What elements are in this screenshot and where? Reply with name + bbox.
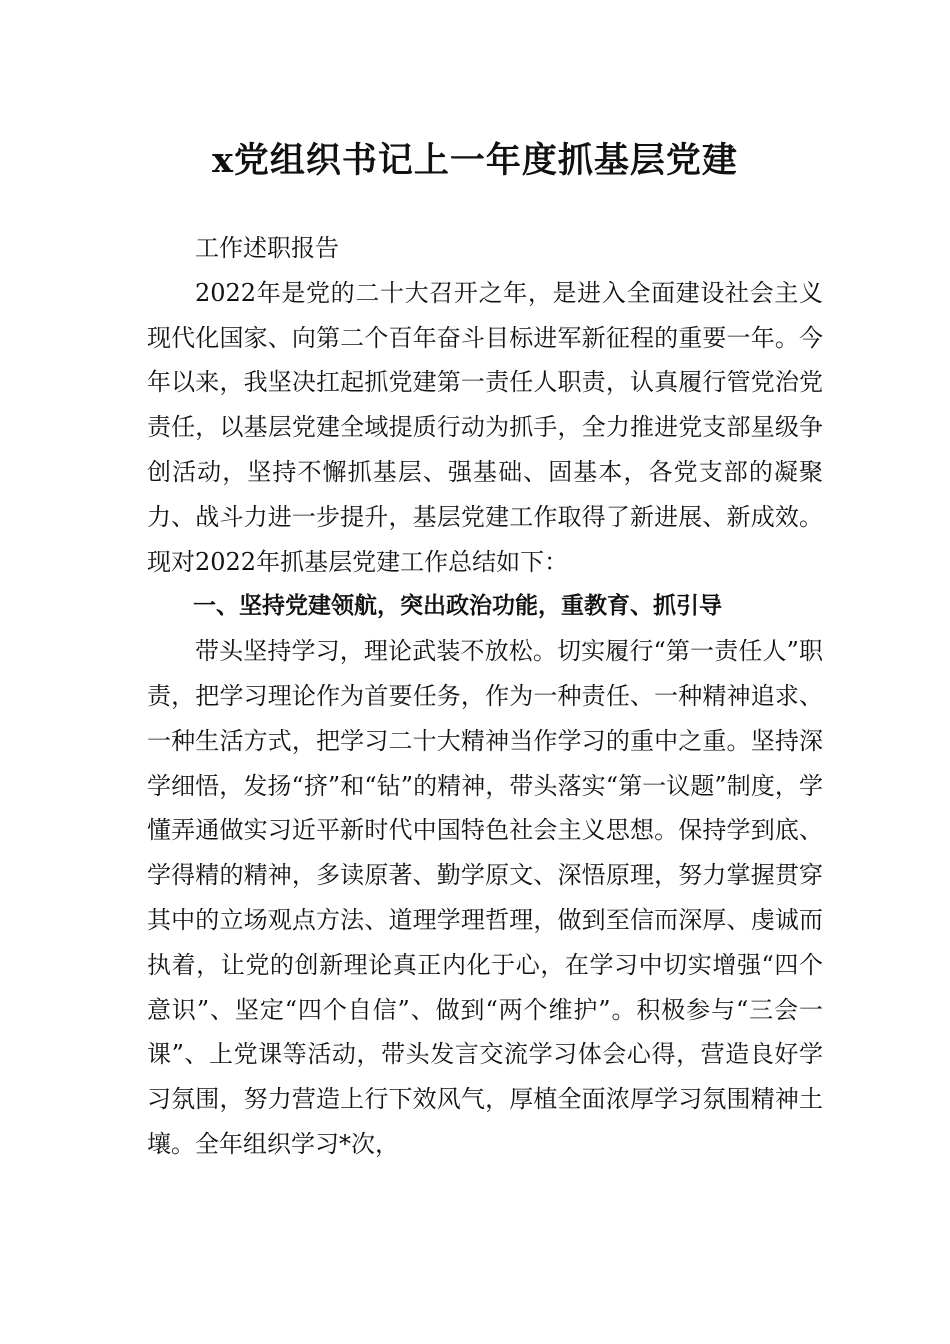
section-paragraph: 带头坚持学习，理论武装不放松。切实履行“第一责任人”职责，把学习理论作为首要任务，作为一种责任、一种精神追求、一种生活方式，把学习二十大精神当作学习的重中之重。坚持深学细悟，发扬“挤”和“钻”的精神，带头落实“第一议题”制度，学懂弄通做实习近平新时代中国特色社会主义思想。保持学到底、学得精的精神，多读原著、勤学原文、深悟原理，努力掌握贯穿其中的立场观点方法、道理学理哲理，做到至信而深厚、虔诚而执着，让党的创新理论真正内化于心，在学习中切实增强“四个意识”、坚定“四个自信”、做到“两个维护”。积极参与“三会一课”、上党课等活动，带头发言交流学习体会心得，营造良好学习氛围，努力营造上行下效风气，厚植全面浓厚学习氛围精神土壤。全年组织学习*次， <box>147 637 823 1158</box>
section-heading: 一、坚持党建领航，突出政治功能，重教育、抓引导 <box>193 593 722 620</box>
intro-paragraph: 2022年是党的二十大召开之年，是进入全面建设社会主义现代化国家、向第二个百年奋斗目标进军新征程的重要一年。今年以来，我坚决扛起抓党建第一责任人职责，认真履行管党治党责任，以基层党建全域提质行动为抓手，全力推进党支部星级争创活动，坚持不懈抓基层、强基础、固基本，各党支部的凝聚力、战斗力进一步提升，基层党建工作取得了新进展、新成效。现对2022年抓基层党建工作总结如下： <box>147 278 823 576</box>
document-subtitle: 工作述职报告 <box>195 234 339 262</box>
document-body <box>147 226 823 1167</box>
document-title: x党组织书记上一年度抓基层党建 <box>212 140 738 181</box>
